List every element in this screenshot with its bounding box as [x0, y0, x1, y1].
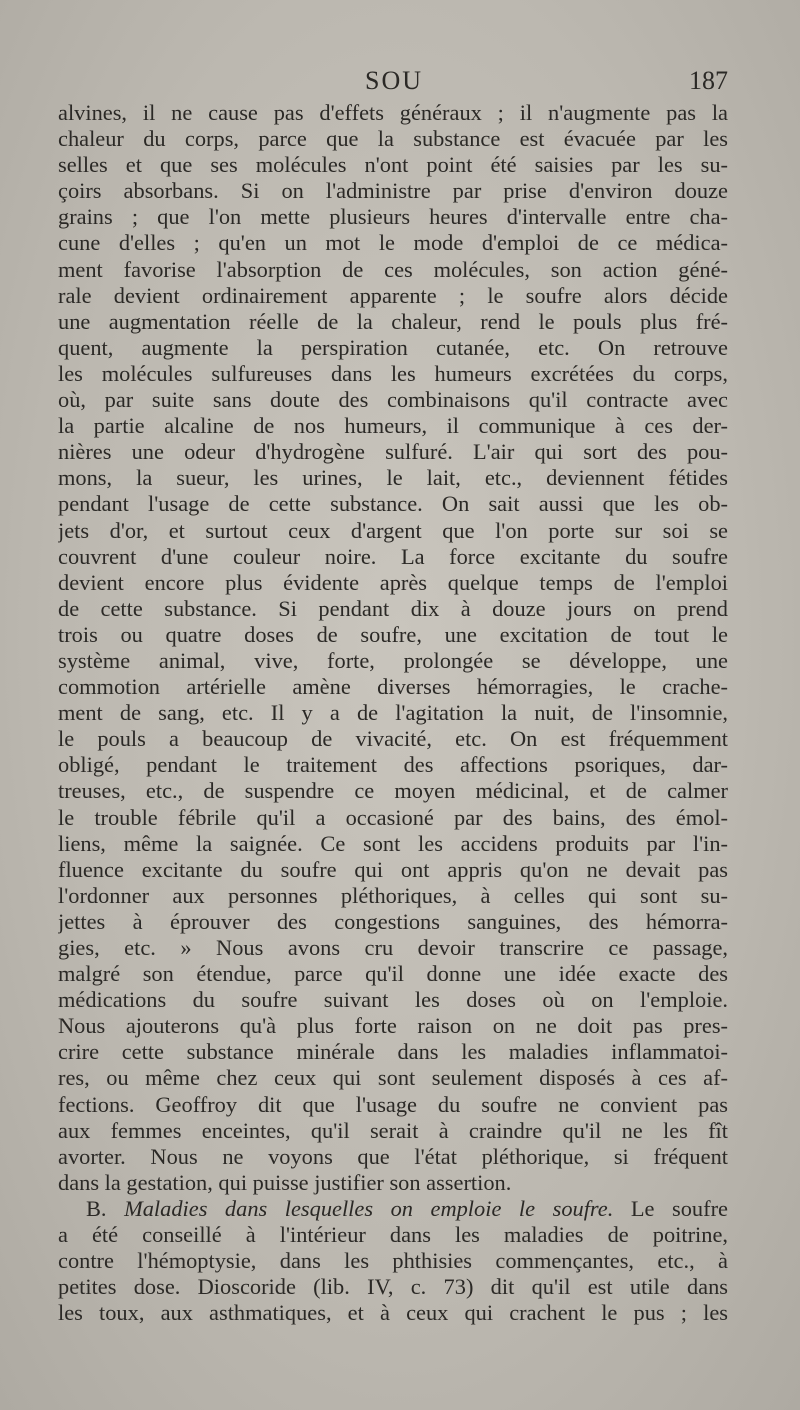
text-line: alvines, il ne cause pas d'effets généraux ; il n'augmente pas la — [58, 100, 728, 125]
section-first-line-rest: Le soufre — [630, 1195, 728, 1221]
text-line: mons, la sueur, les urines, le lait, etc., deviennent fétides — [58, 465, 728, 491]
text-line: pendant l'usage de cette substance. On sait aussi que les ob- — [58, 491, 728, 517]
text-line: cune d'elles ; qu'en un mot le mode d'emploi de ce médica- — [58, 230, 728, 256]
text-line: aux femmes enceintes, qu'il serait à craindre qu'il ne les fît — [58, 1117, 728, 1143]
text-line: le pouls a beaucoup de vivacité, etc. On est fréquemment — [58, 726, 728, 752]
text-line: grains ; que l'on mette plusieurs heures d'intervalle entre cha- — [58, 204, 728, 230]
text-line: le trouble fébrile qu'il a occasioné par des bains, des émol- — [58, 804, 728, 830]
text-line: trois ou quatre doses de soufre, une excitation de tout le — [58, 621, 728, 647]
text-line: une augmentation réelle de la chaleur, rend le pouls plus fré- — [58, 308, 728, 334]
text-line: obligé, pendant le traitement des affections psoriques, dar- — [58, 752, 728, 778]
text-line: quent, augmente la perspiration cutanée, etc. On retrouve — [58, 334, 728, 360]
section-letter: B. — [86, 1195, 107, 1221]
text-line: chaleur du corps, parce que la substance est évacuée par les — [58, 126, 728, 152]
text-line: système animal, vive, forte, prolongée se développe, une — [58, 647, 728, 673]
text-line: treuses, etc., de suspendre ce moyen médicinal, et de calmer — [58, 778, 728, 804]
text-line: contre l'hémoptysie, dans les phthisies commençantes, etc., à — [58, 1248, 728, 1274]
page-number: 187 — [689, 66, 728, 95]
text-line: nières une odeur d'hydrogène sulfuré. L'air qui sort des pou- — [58, 439, 728, 465]
text-line: la partie alcaline de nos humeurs, il communique à ces der- — [58, 413, 728, 439]
text-line: ment favorise l'absorption de ces molécules, son action géné- — [58, 256, 728, 282]
text-line: petites dose. Dioscoride (lib. IV, c. 73) dit qu'il est utile dans — [58, 1274, 728, 1300]
text-line: Nous ajouterons qu'à plus forte raison on ne doit pas pres- — [58, 1013, 728, 1039]
paragraph-main — [58, 100, 728, 1196]
running-head: SOU — [364, 66, 423, 95]
text-line: rale devient ordinairement apparente ; le soufre alors décide — [58, 282, 728, 308]
text-line: selles et que ses molécules n'ont point été saisies par les su- — [58, 152, 728, 178]
text-line: dans la gestation, qui puisse justifier son assertion. — [58, 1169, 512, 1195]
section-b-lines — [58, 1222, 728, 1326]
paragraph-section-b — [58, 1196, 728, 1326]
text-line: res, ou même chez ceux qui sont seulement disposés à ces af- — [58, 1065, 728, 1091]
section-heading: Maladies dans lesquelles on emploie le soufre. — [124, 1195, 614, 1221]
text-line: liens, même la saignée. Ce sont les accidens produits par l'in- — [58, 830, 728, 856]
text-line: devient encore plus évidente après quelque temps de l'emploi — [58, 569, 728, 595]
page-header — [60, 64, 728, 104]
text-line: fluence excitante du soufre qui ont appris qu'on ne devait pas — [58, 856, 728, 882]
text-line: ment de sang, etc. Il y a de l'agitation la nuit, de l'insomnie, — [58, 700, 728, 726]
text-line: les toux, aux asthmatiques, et à ceux qui crachent le pus ; les — [58, 1300, 728, 1326]
text-line: malgré son étendue, parce qu'il donne une idée exacte des — [58, 961, 728, 987]
text-line: les molécules sulfureuses dans les humeurs excrétées du corps, — [58, 360, 728, 386]
text-line: couvrent d'une couleur noire. La force excitante du soufre — [58, 543, 728, 569]
body-text — [58, 100, 728, 1326]
text-line: jets d'or, et surtout ceux d'argent que l'on porte sur soi se — [58, 517, 728, 543]
text-line: çoirs absorbans. Si on l'administre par prise d'environ douze — [58, 178, 728, 204]
section-b-first-line — [58, 1196, 728, 1222]
text-line: jettes à éprouver des congestions sanguines, des hémorra- — [58, 908, 728, 934]
text-line: de cette substance. Si pendant dix à douze jours on prend — [58, 595, 728, 621]
text-line: crire cette substance minérale dans les maladies inflammatoi- — [58, 1039, 728, 1065]
text-line: a été conseillé à l'intérieur dans les maladies de poitrine, — [58, 1222, 728, 1248]
text-line: gies, etc. » Nous avons cru devoir transcrire ce passage, — [58, 935, 728, 960]
text-line: commotion artérielle amène diverses hémorragies, le crache- — [58, 674, 728, 700]
text-line: avorter. Nous ne voyons que l'état pléthorique, si fréquent — [58, 1143, 728, 1169]
text-line: l'ordonner aux personnes pléthoriques, à celles qui sont su- — [58, 882, 728, 908]
text-line: où, par suite sans doute des combinaisons qu'il contracte avec — [58, 387, 728, 413]
text-line: médications du soufre suivant les doses où on l'emploie. — [58, 987, 728, 1013]
text-line: fections. Geoffroy dit que l'usage du soufre ne convient pas — [58, 1091, 728, 1117]
